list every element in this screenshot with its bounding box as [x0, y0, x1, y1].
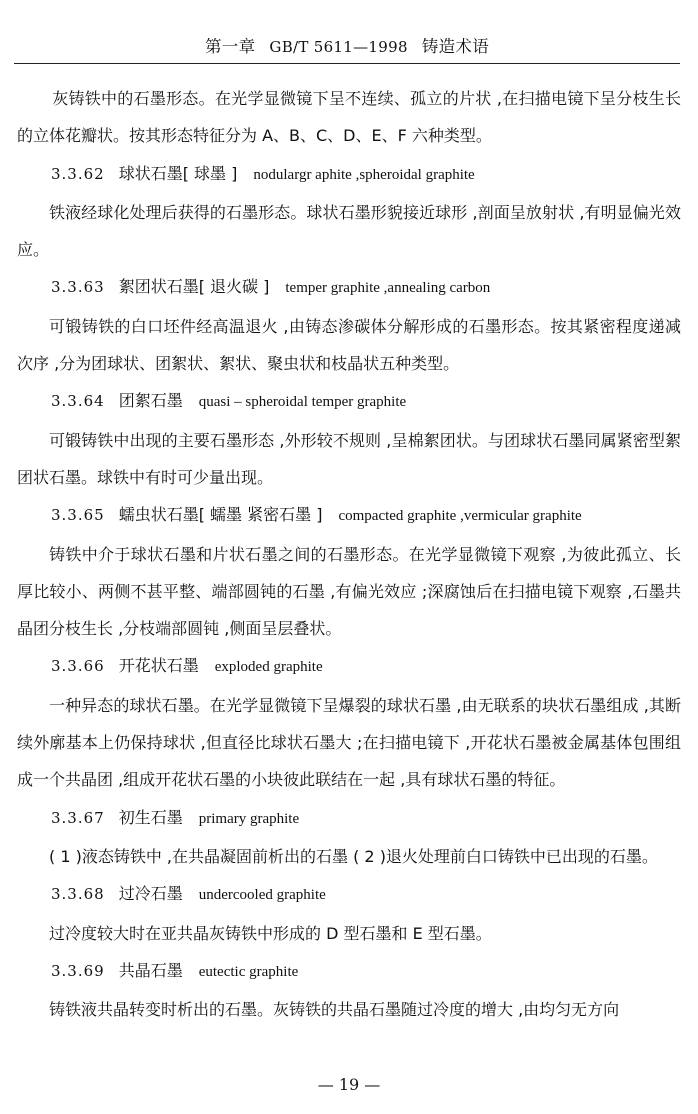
term-english: quasi – spheroidal temper graphite: [198, 394, 407, 411]
term-number: 3.3.63: [51, 278, 105, 297]
page-header: [14, 33, 680, 64]
term-number: 3.3.66: [51, 657, 105, 676]
term-english: exploded graphite: [214, 659, 323, 676]
term-chinese: 初生石墨: [118, 807, 183, 827]
term-chinese: 球状石墨[ 球墨 ]: [118, 163, 238, 183]
document-body: [17, 80, 681, 1028]
body-paragraph: 铸铁中介于球状石墨和片状石墨之间的石墨形态。在光学显微镜下观察 ,为彼此孤立、长厚比较小、两侧不甚平整、端部圆钝的石墨 ,有偏光效应 ;深腐蚀后在扫描电镜下观察 ,石墨共晶团分枝生长 ,分枝端部圆钝 ,侧面呈层叠状。: [17, 544, 681, 639]
chapter-label: 第一章: [205, 37, 256, 56]
term-heading: [17, 155, 681, 194]
term-english: temper graphite ,annealing carbon: [285, 280, 491, 297]
term-number: 3.3.65: [51, 506, 105, 525]
body-paragraph: 铸铁液共晶转变时析出的石墨。灰铸铁的共晶石墨随过冷度的增大 ,由均匀无方向: [49, 1000, 620, 1020]
term-heading: [17, 952, 681, 991]
term-english: primary graphite: [198, 810, 300, 827]
term-heading: [17, 647, 681, 686]
term-heading: [17, 382, 681, 421]
body-paragraph: 过冷度较大时在亚共晶灰铸铁中形成的 D 型石墨和 E 型石墨。: [49, 923, 492, 943]
term-chinese: 共晶石墨: [118, 960, 183, 980]
term-chinese: 过冷石墨: [118, 884, 183, 904]
header-title: 铸造术语: [421, 37, 489, 56]
body-paragraph: 可锻铸铁中出现的主要石墨形态 ,外形较不规则 ,呈棉絮团状。与团球状石墨同属紧密型絮团状石墨。球铁中有时可少量出现。: [17, 430, 681, 487]
term-english: compacted graphite ,vermicular graphite: [338, 508, 582, 525]
term-number: 3.3.64: [51, 392, 105, 411]
term-chinese: 团絮石墨: [118, 391, 183, 411]
term-heading: [17, 496, 681, 535]
term-english: eutectic graphite: [198, 963, 299, 980]
body-paragraph: 可锻铸铁的白口坯件经高温退火 ,由铸态渗碳体分解形成的石墨形态。按其紧密程度递减次序 ,分为团球状、团絮状、絮状、聚虫状和枝晶状五种类型。: [17, 316, 681, 374]
term-heading: [17, 875, 681, 914]
page-number: — 19 —: [317, 1075, 381, 1094]
term-chinese: 开花状石墨: [118, 656, 199, 676]
term-english: undercooled graphite: [198, 887, 326, 904]
term-heading: [17, 268, 681, 307]
body-paragraph: 铁液经球化处理后获得的石墨形态。球状石墨形貌接近球形 ,剖面呈放射状 ,有明显偏光效应。: [17, 202, 681, 260]
term-chinese: 蠕虫状石墨[ 蠕墨 紧密石墨 ]: [118, 505, 323, 525]
body-paragraph: 一种异态的球状石墨。在光学显微镜下呈爆裂的球状石墨 ,由无联系的块状石墨组成 ,其断续外廓基本上仍保持球状 ,但直径比球状石墨大 ;在扫描电镜下 ,开花状石墨被金属基体包围组成一个共晶团 ,组成开花状石墨的小块彼此联结在一起 ,具有球状石墨的特征。: [17, 695, 681, 790]
term-english: nodulargr aphite ,spheroidal graphite: [253, 166, 475, 183]
standard-number: GB/T 5611—1998: [269, 38, 408, 56]
term-heading: [17, 799, 681, 838]
term-number: 3.3.67: [51, 808, 105, 827]
term-number: 3.3.62: [51, 164, 105, 183]
term-number: 3.3.68: [51, 885, 105, 904]
term-number: 3.3.69: [51, 961, 105, 980]
term-chinese: 絮团状石墨[ 退火碳 ]: [118, 277, 270, 297]
body-paragraph: ( 1 )液态铸铁中 ,在共晶凝固前析出的石墨 ( 2 )退火处理前白口铸铁中已出现的石墨。: [49, 846, 658, 866]
body-paragraph: 灰铸铁中的石墨形态。在光学显微镜下呈不连续、孤立的片状 ,在扫描电镜下呈分枝生长的立体花瓣状。按其形态特征分为 A、B、C、D、E、F 六种类型。: [17, 89, 681, 146]
